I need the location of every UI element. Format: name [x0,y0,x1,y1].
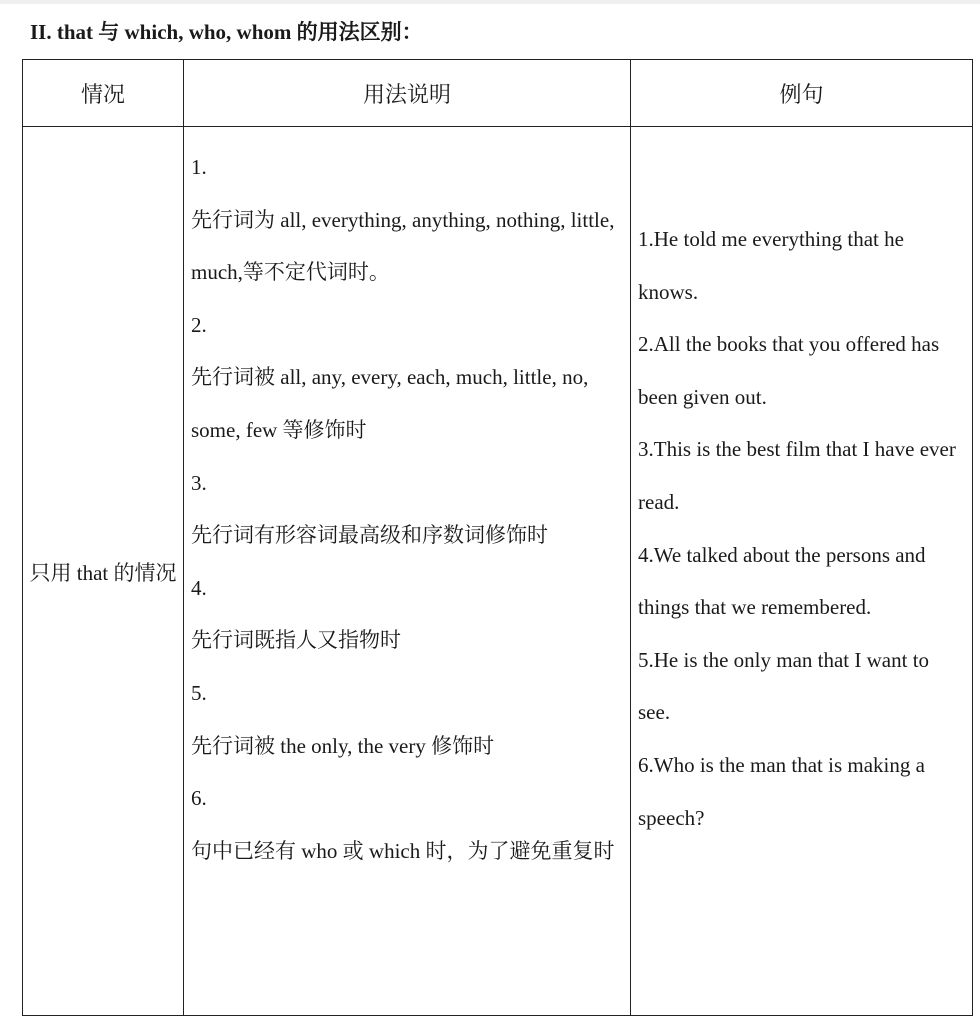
example-sentence: 5.He is the only man that I want to see. [638,647,930,725]
header-case: 情况 [23,60,184,127]
example-sentence: 2.All the books that you offered has been given out. [638,332,940,409]
usage-text: 先行词既指人又指物时 [191,628,401,653]
usage-item [191,772,624,877]
table-row [23,127,973,1016]
example-sentence: 3.This is the best film that I have ever read. [638,437,956,514]
usage-number: 6. [191,786,207,811]
case-cell [23,127,184,1016]
usage-text: 先行词为 all, everything, anything, nothing, little, much,等不定代词时。 [191,207,615,285]
table-header-row [23,60,973,127]
usage-number: 5. [191,680,207,705]
header-usage: 用法说明 [184,60,631,127]
case-text: 只用 that 的情况 [29,561,177,585]
usage-cell [184,127,631,1016]
top-divider [0,0,980,4]
usage-number: 1. [191,155,207,179]
usage-number: 2. [191,312,207,337]
usage-text: 句中已经有 who 或 which 时，为了避免重复时 [191,838,615,863]
section-heading: II. that 与 which, who, whom 的用法区别： [30,20,423,44]
example-sentence: 4.We talked about the persons and things that we remembered. [638,542,926,620]
usage-number: 3. [191,470,207,495]
usage-item [191,667,624,772]
example-sentence: 6.Who is the man that is making a speech? [638,752,925,830]
usage-item [191,299,624,457]
header-example: 例句 [631,60,973,127]
usage-text: 先行词有形容词最高级和序数词修饰时 [191,523,548,548]
usage-item [191,562,624,667]
usage-text: 先行词被 the only, the very 修饰时 [191,733,495,758]
example-sentence: 1.He told me everything that he knows. [638,227,904,304]
grammar-table [22,59,973,1016]
usage-item [191,141,624,299]
example-cell [631,127,973,1016]
usage-number: 4. [191,575,207,600]
usage-item [191,457,624,562]
usage-text: 先行词被 all, any, every, each, much, little, no, some, few 等修饰时 [191,365,589,442]
